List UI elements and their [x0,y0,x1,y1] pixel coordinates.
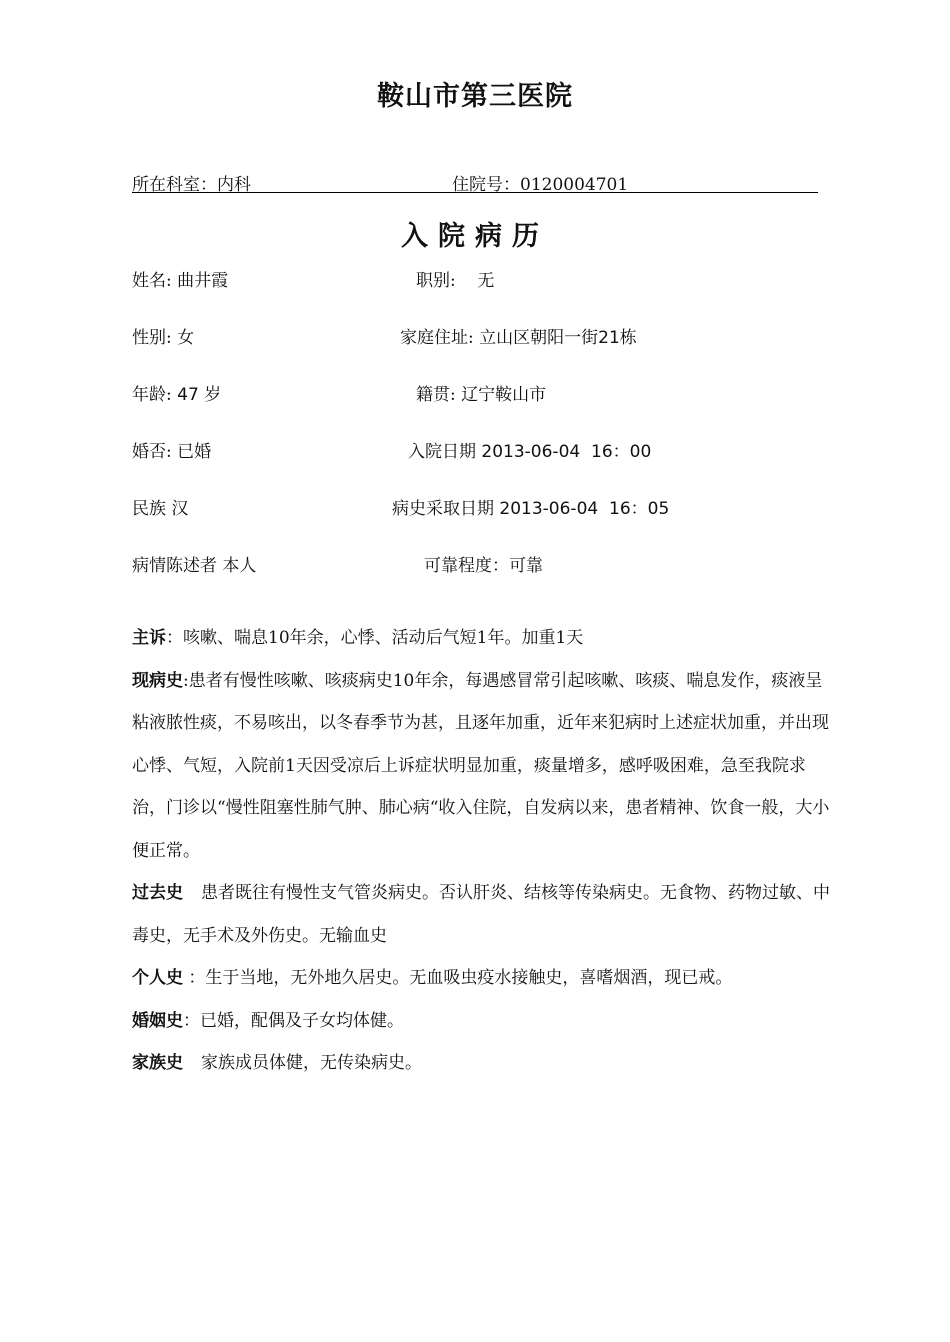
family-history-text: 家族成员体健，无传染病史。 [201,1053,422,1073]
info-row-name [132,266,832,292]
info-row-ethnicity [132,494,832,520]
address-value-a: 立山区朝阳一街 [479,328,599,348]
department-field [132,170,251,195]
ethnicity-value: 汉 [171,499,189,519]
department-label: 所在科室： [132,175,217,195]
name-label: 姓名: [132,271,172,291]
reliability-label: 可靠程度： [424,556,509,576]
record-header-line [132,170,818,193]
medical-history-section [132,617,832,1085]
present-illness [132,660,832,873]
occupation-value: 无 [477,271,495,291]
admission-date-field [408,437,651,462]
age-unit: 岁 [204,385,222,405]
marriage-history-label: 婚姻史 [132,1010,183,1031]
personal-history [132,957,832,1000]
sex-label: 性别: [132,328,172,348]
history-date-value: 2013-06-04 16：05 [499,499,670,519]
admission-date-value: 2013-06-04 16：00 [481,442,652,462]
past-history [132,872,832,957]
family-history [132,1042,832,1085]
address-field [400,323,637,348]
department-value: 内科 [217,175,251,195]
native-place-label: 籍贯: [416,385,456,405]
sex-value: 女 [177,328,195,348]
admission-number-field [452,170,628,195]
past-history-text: 患者既往有慢性支气管炎病史。否认肝炎、结核等传染病史。无食物、药物过敏、中毒史，无手术及外伤史。无输血史 [132,883,830,946]
ethnicity-field [132,494,188,519]
native-place-value: 辽宁鞍山市 [461,385,547,405]
admission-date-label: 入院日期 [408,442,476,462]
present-illness-label: 现病史 [132,670,183,691]
address-label: 家庭住址: [400,328,474,348]
ethnicity-label: 民族 [132,499,166,519]
marital-value: 已婚 [177,442,212,462]
chief-complaint-text: ：咳嗽、喘息10年余，心悸、活动后气短1年。加重1天 [166,628,584,648]
marital-label: 婚否: [132,442,172,462]
reliability-value: 可靠 [509,556,543,576]
address-value-number: 21 [598,328,620,348]
narrator-value: 本人 [222,556,257,576]
info-row-narrator [132,551,832,577]
family-history-label: 家族史 [132,1053,183,1073]
info-row-marital [132,437,832,463]
info-row-age [132,380,832,406]
present-illness-text: :患者有慢性咳嗽、咳痰病史10年余，每遇感冒常引起咳嗽、咳痰、喘息发作，痰液呈粘液脓性痰，不易咳出，以冬春季节为甚，且逐年加重，近年来犯病时上述症状加重，并出现心悸、气短，入院前1天因受凉后上诉症状明显加重，痰量增多，感呼吸困难，急至我院求治，门诊以“慢性阻塞性肺气肿、肺心病“收入住院，自发病以来，患者精神、饮食一般，大小便正常。 [132,670,830,861]
sex-field [132,323,194,348]
marriage-history-text: ：已婚，配偶及子女均体健。 [183,1010,404,1031]
age-value: 47 [177,385,199,405]
admission-number-label: 住院号： [452,175,520,195]
age-field [132,380,221,405]
native-place-field [416,380,546,405]
reliability-field [424,551,543,576]
document-title: 入院病历 [401,221,549,252]
personal-history-label: 个人史 [132,968,183,988]
past-history-label: 过去史 [132,883,183,903]
hospital-name: 鞍山市第三医院 [377,81,573,112]
history-date-label: 病史采取日期 [392,499,494,519]
marriage-history [132,1000,832,1043]
narrator-field [132,551,256,576]
name-value: 曲井霞 [177,271,229,291]
marital-field [132,437,211,462]
personal-history-text: ：生于当地，无外地久居史。无血吸虫疫水接触史，喜嗜烟酒，现已戒。 [188,968,733,988]
info-row-sex [132,323,832,349]
history-date-field [392,494,669,519]
address-value-b: 栋 [619,328,637,348]
occupation-label: 职别: [416,271,456,291]
name-field [132,266,228,291]
occupation-field [416,266,494,291]
narrator-label: 病情陈述者 [132,556,217,576]
chief-complaint [132,617,832,660]
age-label: 年龄: [132,385,172,405]
admission-number-value: 0120004701 [520,175,629,195]
chief-complaint-label: 主诉 [132,628,166,648]
